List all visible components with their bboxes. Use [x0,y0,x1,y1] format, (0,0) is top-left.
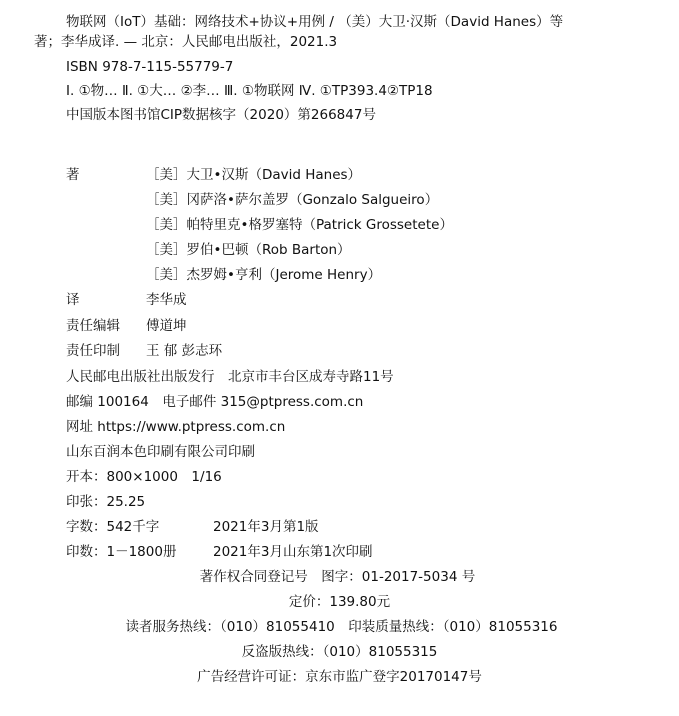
edition-line: 2021年3月第1版 [213,519,319,535]
hotlines-line: 读者服务热线：（010）81055410 印装质量热线：（010）81055316 [125,619,558,635]
author-4: ［美］罗伯•巴顿（Rob Barton） [146,242,351,258]
postal-line: 邮编 100164 电子邮件 315@ptpress.com.cn [66,394,364,410]
publisher-line: 人民邮电出版社出版发行 北京市丰台区成寿寺路11号 [66,369,394,385]
cip-title-line-cont: 著；李华成译. — 北京：人民邮电出版社，2021.3 [34,34,338,50]
ad-license-line: 广告经营许可证：京东市监广登字20170147号 [197,669,482,685]
author-label: 著 [66,167,80,183]
cip-isbn: ISBN 978-7-115-55779-7 [66,59,234,75]
author-3: ［美］帕特里克•格罗塞特（Patrick Grossetete） [146,217,453,233]
cip-title-line: 物联网（IoT）基础：网络技术+协议+用例 / （美）大卫·汉斯（David Hanes）等 [66,14,564,30]
editor-label: 责任编辑 [66,318,120,334]
printing-label: 责任印制 [66,343,120,359]
format-line: 开本：800×1000 1/16 [66,469,222,485]
price-line: 定价：139.80元 [288,594,391,610]
cip-number: 中国版本图书馆CIP数据核字（2020）第266847号 [66,107,376,123]
website-line: 网址 https://www.ptpress.com.cn [66,419,286,435]
copies-line: 印数：1－1800册 [66,544,177,560]
printer-line: 山东百润本色印刷有限公司印刷 [66,444,255,460]
translator-label: 译 [66,292,80,308]
cip-subjects: Ⅰ. ①物… Ⅱ. ①大… ②李… Ⅲ. ①物联网 Ⅳ. ①TP393.4②TP18 [66,83,433,99]
sheets-line: 印张：25.25 [66,494,146,510]
words-line: 字数：542千字 [66,519,160,535]
author-1: ［美］大卫•汉斯（David Hanes） [146,167,362,183]
editor-name: 傅道坤 [146,318,187,334]
author-2: ［美］冈萨洛•萨尔盖罗（Gonzalo Salgueiro） [146,192,439,208]
copyright-registration: 著作权合同登记号 图字：01-2017-5034 号 [199,569,476,585]
author-5: ［美］杰罗姆•亨利（Jerome Henry） [146,267,382,283]
printing-names: 王 郁 彭志环 [146,343,223,359]
printing-info-line: 2021年3月山东第1次印刷 [213,544,373,560]
translator-name: 李华成 [146,292,187,308]
antipiracy-line: 反盗版热线：（010）81055315 [241,644,438,660]
